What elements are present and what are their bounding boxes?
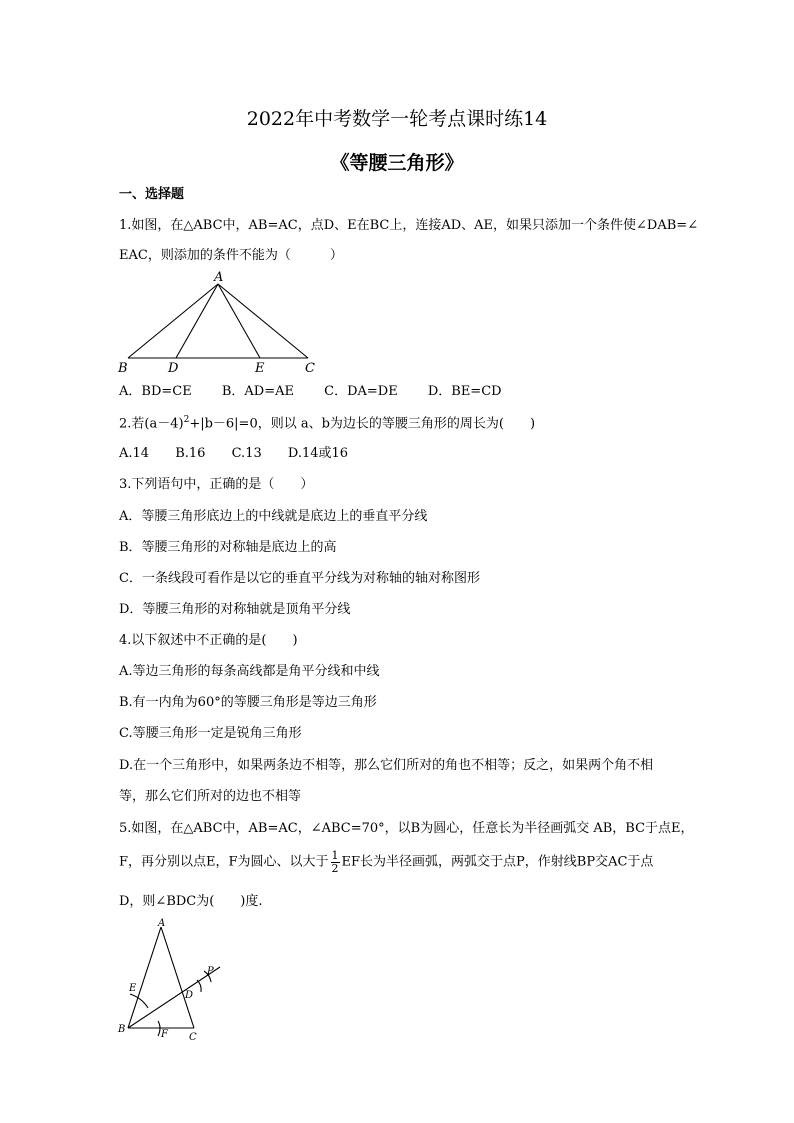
q3-option-a: A．等腰三角形底边上的中线就是底边上的垂直平分线 xyxy=(119,509,428,524)
q3-option-d: D．等腰三角形的对称轴就是顶角平分线 xyxy=(119,602,351,617)
q5-label-d: D xyxy=(185,990,194,1001)
q1-label-e: E xyxy=(255,361,265,376)
document-subtitle: 《等腰三角形》 xyxy=(330,152,464,174)
q4-option-a: A.等边三角形的每条高线都是角平分线和中线 xyxy=(119,664,380,679)
q3-stem: 3.下列语句中，正确的是（ ） xyxy=(119,477,314,492)
q4-option-d-line2: 等，那么它们所对的边也不相等 xyxy=(119,789,302,804)
q1-seg-ae xyxy=(218,284,260,358)
q2-option-a: A.14 xyxy=(119,446,150,461)
q5-frac-den: 2 xyxy=(331,861,339,875)
q5-stem-line2 xyxy=(119,850,653,874)
q2-option-b: B.16 xyxy=(175,446,206,461)
q5-label-a: A xyxy=(158,918,166,929)
q2-stem-post: +|b－6|=0，则以 a、b为边长的等腰三角形的周长为( ) xyxy=(189,416,536,432)
q1-seg-ac xyxy=(218,284,308,358)
q5-fraction xyxy=(331,850,340,874)
q4-option-c: C.等腰三角形一定是锐角三角形 xyxy=(119,726,302,741)
q1-figure xyxy=(110,270,340,380)
q3-option-b: B．等腰三角形的对称轴是底边上的高 xyxy=(119,540,337,555)
q2-option-c: C.13 xyxy=(231,446,262,461)
q1-label-c: C xyxy=(305,361,315,376)
q3-option-c: C．一条线段可看作是以它的垂直平分线为对称轴的轴对称图形 xyxy=(119,571,480,586)
q5-label-p: P xyxy=(207,966,214,977)
q2-stem xyxy=(119,416,535,430)
q1-seg-ab xyxy=(128,284,218,358)
q5-line2-post: EF长为半径画弧，两弧交于点P，作射线BP交AC于点 xyxy=(341,854,654,870)
q1-option-c: C．DA=DE xyxy=(324,384,398,399)
q4-option-b: B.有一内角为60°的等腰三角形是等边三角形 xyxy=(119,695,377,710)
q2-option-d: D.14或16 xyxy=(287,446,349,461)
q5-stem-line3: D，则∠BDC为( )度. xyxy=(119,894,263,909)
q1-label-d: D xyxy=(168,361,179,376)
q5-label-b: B xyxy=(118,1024,126,1035)
q5-seg-ab xyxy=(128,927,161,1028)
q2-stem-pre: 2.若(a－4) xyxy=(119,416,184,432)
q1-stem-line2: EAC，则添加的条件不能为（ ） xyxy=(119,248,343,263)
q1-option-a: A．BD=CE xyxy=(119,384,192,399)
q4-option-d-line1: D.在一个三角形中，如果两条边不相等，那么它们所对的角也不相等；反之，如果两个角不相 xyxy=(119,758,654,773)
document-title: 2022年中考数学一轮考点课时练14 xyxy=(246,108,548,130)
q5-frac-num: 1 xyxy=(331,849,339,862)
q5-label-f: F xyxy=(161,1029,168,1040)
q1-option-d: D．BE=CD xyxy=(427,384,502,399)
q5-seg-ac xyxy=(161,927,194,1028)
section-heading: 一、选择题 xyxy=(119,187,185,202)
q2-exponent: 2 xyxy=(183,415,190,425)
q4-stem: 4.以下叙述中不正确的是( ) xyxy=(119,633,298,648)
q5-label-c: C xyxy=(189,1032,197,1043)
q2-options xyxy=(119,447,374,460)
q1-option-b: B．AD=AE xyxy=(221,384,294,399)
q5-figure xyxy=(115,918,225,1043)
q5-label-e: E xyxy=(129,983,137,994)
q1-stem-line1: 1.如图，在△ABC中，AB=AC，点D、E在BC上，连接AD、AE，如果只添加一个条件使∠DAB=∠ xyxy=(119,218,699,233)
q5-stem-line1: 5.如图，在△ABC中，AB=AC，∠ABC=70°，以B为圆心，任意长为半径画弧交 AB，BC于点E， xyxy=(119,821,694,836)
q1-label-b: B xyxy=(118,361,128,376)
q1-options xyxy=(119,385,528,398)
q5-line2-pre: F，再分别以点E，F为圆心、以大于 xyxy=(119,854,329,870)
q1-label-a: A xyxy=(214,270,224,285)
q1-seg-ad xyxy=(176,284,218,358)
